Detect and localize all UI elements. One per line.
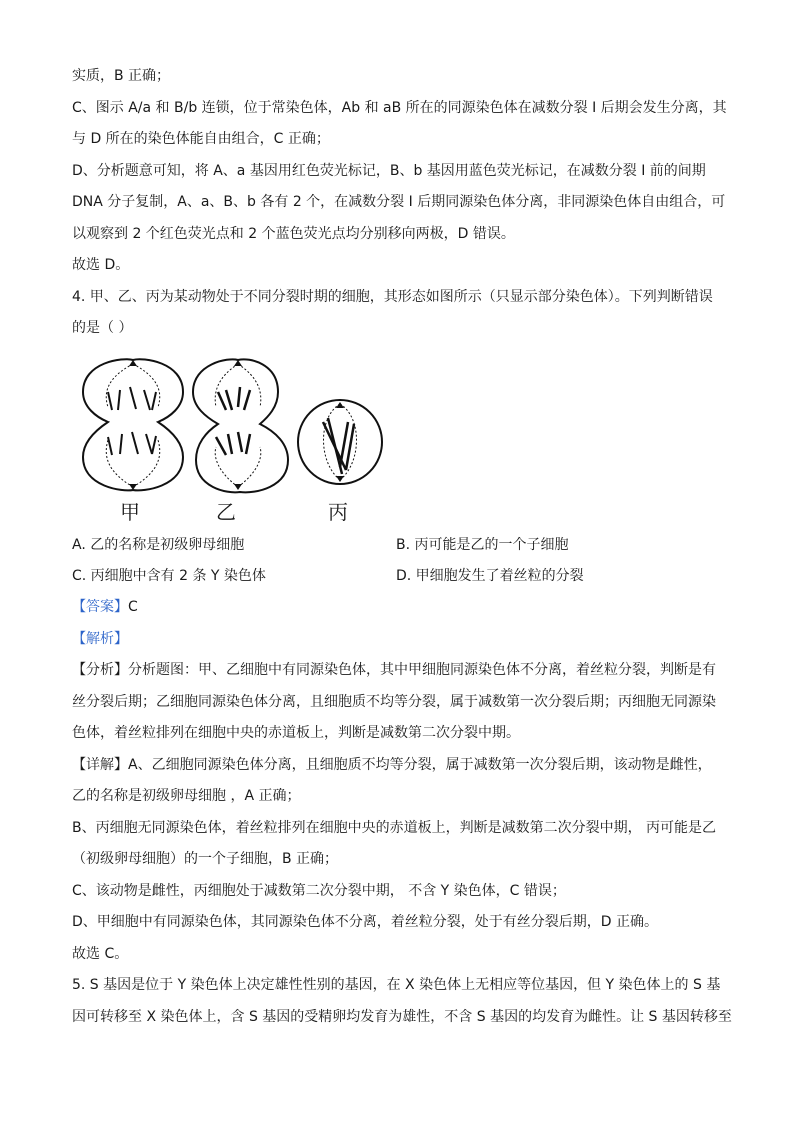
option-b: B. 丙可能是乙的一个子细胞 [396,537,569,553]
text-line: D、分析题意可知，将 A、a 基因用红色荧光标记，B、b 基因用蓝色荧光标记，在减数分裂 I 前的间期 [72,163,706,179]
answer-label: 【答案】 [72,599,128,615]
option-a: A. 乙的名称是初级卵母细胞 [72,537,245,553]
fenxi-label: 【分析】 [72,662,128,678]
cell-diagram [78,352,398,502]
xiangjie-label: 【详解】 [72,757,128,773]
text-line: 色体，着丝粒排列在细胞中央的赤道板上，判断是减数第二次分裂中期。 [72,725,520,741]
text-line: 实质，B 正确； [72,68,171,84]
text-line: C、图示 A/a 和 B/b 连锁，位于常染色体，Ab 和 aB 所在的同源染色体在减数分裂 I 后期会发生分离，其 [72,100,727,116]
text-line: （初级卵母细胞）的一个子细胞，B 正确； [72,851,339,867]
text-line: 故选 C。 [72,946,129,962]
cell-jia [83,359,183,490]
text-line: DNA 分子复制，A、a、B、b 各有 2 个，在减数分裂 I 后期同源染色体分离，非同源染色体自由组合，可 [72,194,726,210]
cell-yi [193,359,288,492]
question-4-stem-end: 的是（ ） [72,320,133,336]
text-line: 丝分裂后期；乙细胞同源染色体分离，且细胞质不均等分裂，属于减数第一次分裂后期；丙细胞无同源染 [72,694,716,710]
text-line: D、甲细胞中有同源染色体，其同源染色体不分离，着丝粒分裂，处于有丝分裂后期，D 正确。 [72,914,659,930]
option-d: D. 甲细胞发生了着丝粒的分裂 [396,568,584,584]
answer-value: C [128,599,138,615]
analysis-line [72,660,716,680]
detail-line [72,755,712,775]
text-line: 乙的名称是初级卵母细胞 ，A 正确； [72,788,301,804]
text-line: B、丙细胞无同源染色体，着丝粒排列在细胞中央的赤道板上，判断是减数第二次分裂中期， 丙可能是乙 [72,820,717,836]
text-line: 故选 D。 [72,257,130,273]
question-4-stem: 4. 甲、乙、丙为某动物处于不同分裂时期的细胞，其形态如图所示（只显示部分染色体）。下列判断错误 [72,289,713,305]
text-line: C、该动物是雌性，丙细胞处于减数第二次分裂中期， 不含 Y 染色体，C 错误； [72,883,566,899]
analysis-label: 【解析】 [72,631,128,647]
text-line: 与 D 所在的染色体能自由组合，C 正确； [72,131,330,147]
option-c: C. 丙细胞中含有 2 条 Y 染色体 [72,568,266,584]
answer-line [72,597,138,617]
fenxi-text: 分析题图：甲、乙细胞中有同源染色体，其中甲细胞同源染色体不分离，着丝粒分裂，判断是有 [128,662,716,678]
xiangjie-text: A、乙细胞同源染色体分离，且细胞质不均等分裂，属于减数第一次分裂后期，该动物是雌性， [128,757,712,773]
text-line: 以观察到 2 个红色荧光点和 2 个蓝色荧光点均分别移向两极，D 错误。 [72,226,515,242]
figure-caption-yi: 乙 [216,500,236,524]
figure-caption-bing: 丙 [328,500,348,524]
cell-bing [298,400,382,484]
question-5-line2: 因可转移至 X 染色体上，含 S 基因的受精卵均发育为雄性，不含 S 基因的均发育为雌性。让 S 基因转移至 [72,1009,732,1025]
figure-caption-jia: 甲 [120,500,140,524]
question-5-line1: 5. S 基因是位于 Y 染色体上决定雄性性别的基因，在 X 染色体上无相应等位基因，但 Y 染色体上的 S 基 [72,977,721,993]
